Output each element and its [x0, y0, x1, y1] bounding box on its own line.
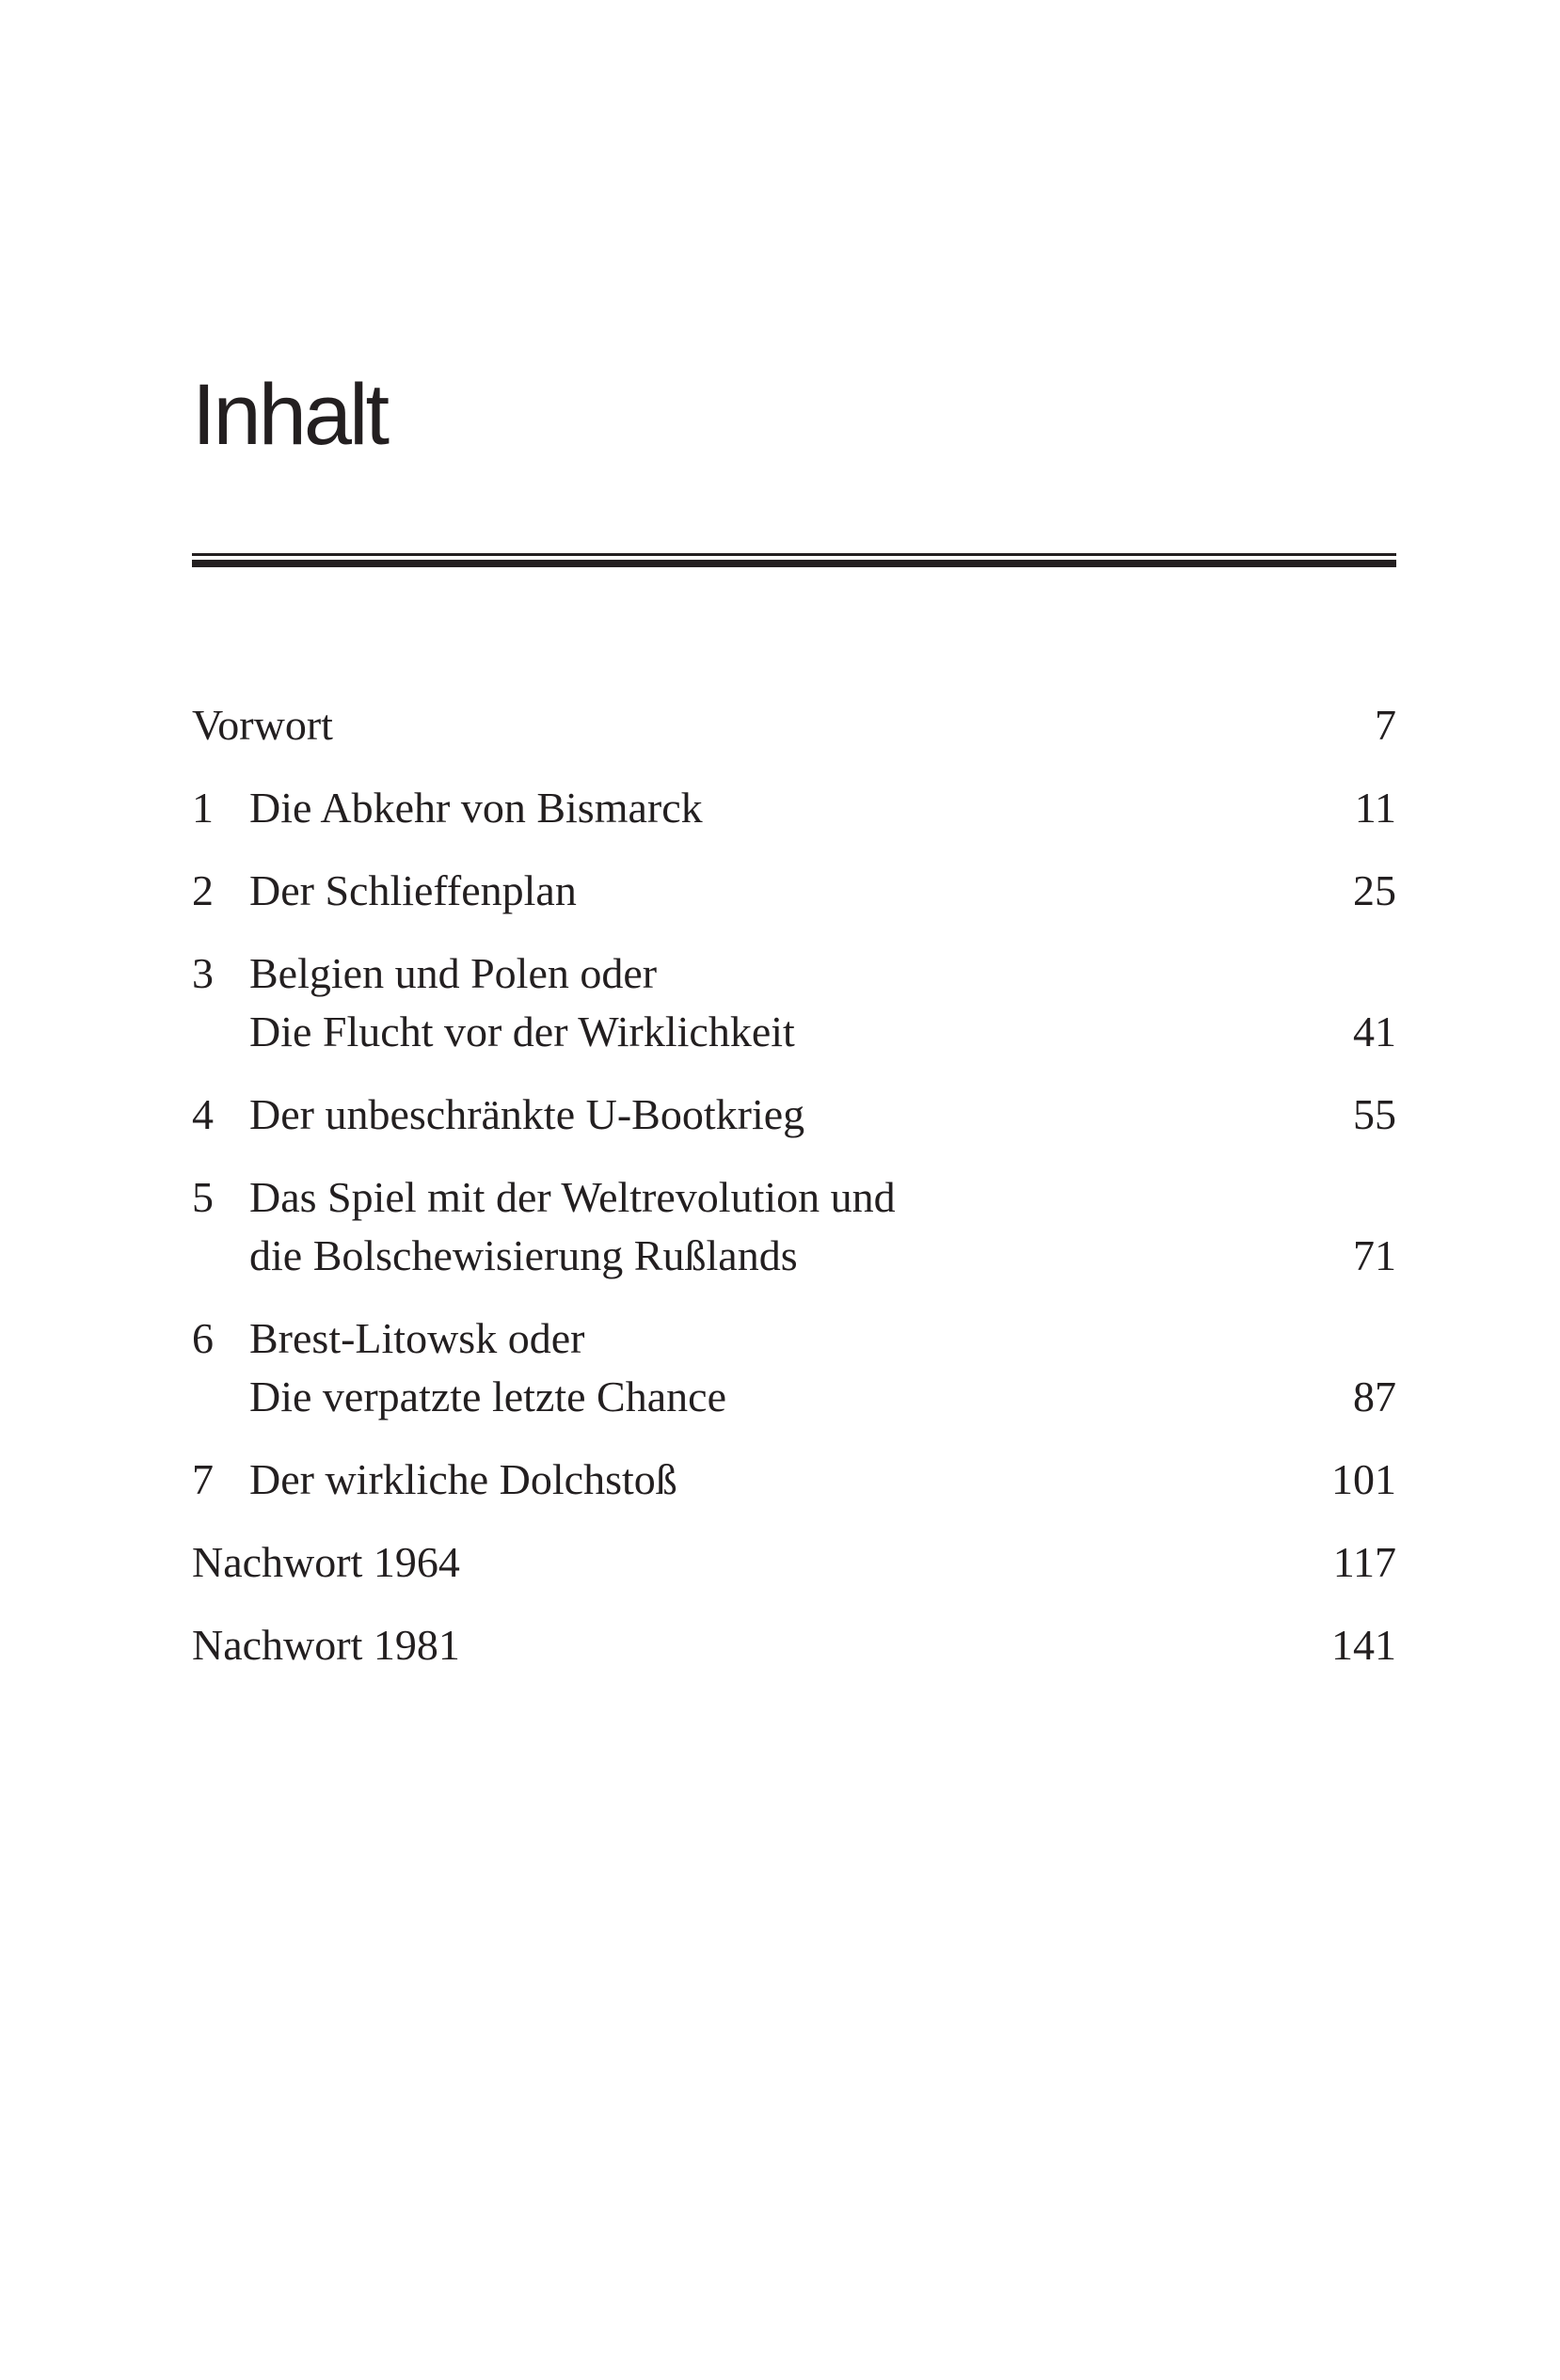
toc-entry-title-line: Nachwort 1964: [192, 1538, 460, 1586]
toc-entry-chapter-4: [192, 1086, 1396, 1144]
toc-entry-title-line: Nachwort 1981: [192, 1621, 460, 1669]
toc-entry-title-line: Der unbeschränkte U-Bootkrieg: [249, 1090, 805, 1138]
toc-entry-chapter-7: [192, 1451, 1396, 1509]
toc-entry-chapter-3: [192, 944, 1396, 1061]
toc-entry-chapter-number: 2: [192, 866, 214, 914]
toc-entry-page-number: 11: [1354, 784, 1396, 832]
toc-entry-chapter-number: 1: [192, 784, 214, 832]
toc-entry-page-number: 7: [1375, 701, 1396, 749]
toc-entry-title: [249, 862, 1321, 920]
toc-entry-page-number: 71: [1353, 1231, 1396, 1279]
title-rule-thin: [192, 553, 1396, 556]
page-title: Inhalt: [192, 367, 388, 463]
toc-entry-chapter-2: [192, 862, 1396, 920]
toc-entry-title: [192, 696, 1321, 754]
toc-entry-chapter-number: 4: [192, 1090, 214, 1138]
toc-entry-title-line: Die verpatzte letzte Chance: [249, 1372, 726, 1420]
toc-entry-title-line: Vorwort: [192, 701, 333, 749]
toc-entry-page-number: 55: [1353, 1090, 1396, 1138]
toc-entry-chapter-5: [192, 1168, 1396, 1285]
toc-entry-page-number: 41: [1353, 1008, 1396, 1055]
toc-entry-title-line: Das Spiel mit der Weltrevolution und: [249, 1173, 896, 1221]
toc-entry-chapter-number: 5: [192, 1173, 214, 1221]
toc-entry-title: [192, 1533, 1321, 1592]
toc-entry-page-number: 117: [1332, 1538, 1396, 1586]
toc-entry-page-number: 25: [1353, 866, 1396, 914]
toc-entry-title: [249, 1086, 1321, 1144]
toc-entry-title-line: Brest-Litowsk oder: [249, 1314, 585, 1362]
toc-entry-chapter-number: 7: [192, 1455, 214, 1503]
toc-entry-title-line: Belgien und Polen oder: [249, 949, 658, 997]
toc-entry-title-line: Die Flucht vor der Wirklichkeit: [249, 1008, 795, 1055]
toc-entry-title-line: Die Abkehr von Bismarck: [249, 784, 703, 832]
toc-entry-nachwort-1964: [192, 1533, 1396, 1592]
toc-entry-chapter-1: [192, 779, 1396, 837]
toc-entry-chapter-number: 6: [192, 1314, 214, 1362]
toc-entry-title-line: Der wirkliche Dolchstoß: [249, 1455, 677, 1503]
toc-entry-title: [249, 1168, 1321, 1285]
toc-entry-title: [249, 944, 1321, 1061]
toc-entry-chapter-6: [192, 1309, 1396, 1426]
toc-entry-page-number: 141: [1331, 1621, 1396, 1669]
toc-entry-vorwort: [192, 696, 1396, 754]
title-rule-thick: [192, 560, 1396, 567]
toc-entry-title: [249, 779, 1321, 837]
toc-entry-nachwort-1981: [192, 1616, 1396, 1674]
toc-entry-chapter-number: 3: [192, 949, 214, 997]
toc-entry-title-line: Der Schlieffenplan: [249, 866, 577, 914]
toc-entry-page-number: 87: [1353, 1372, 1396, 1420]
toc-entry-title: [249, 1451, 1321, 1509]
toc-entry-title: [192, 1616, 1321, 1674]
toc-entry-title-line: die Bolschewisierung Rußlands: [249, 1231, 798, 1279]
toc-entry-page-number: 101: [1331, 1455, 1396, 1503]
toc-entry-title: [249, 1309, 1321, 1426]
table-of-contents: [192, 696, 1396, 1674]
